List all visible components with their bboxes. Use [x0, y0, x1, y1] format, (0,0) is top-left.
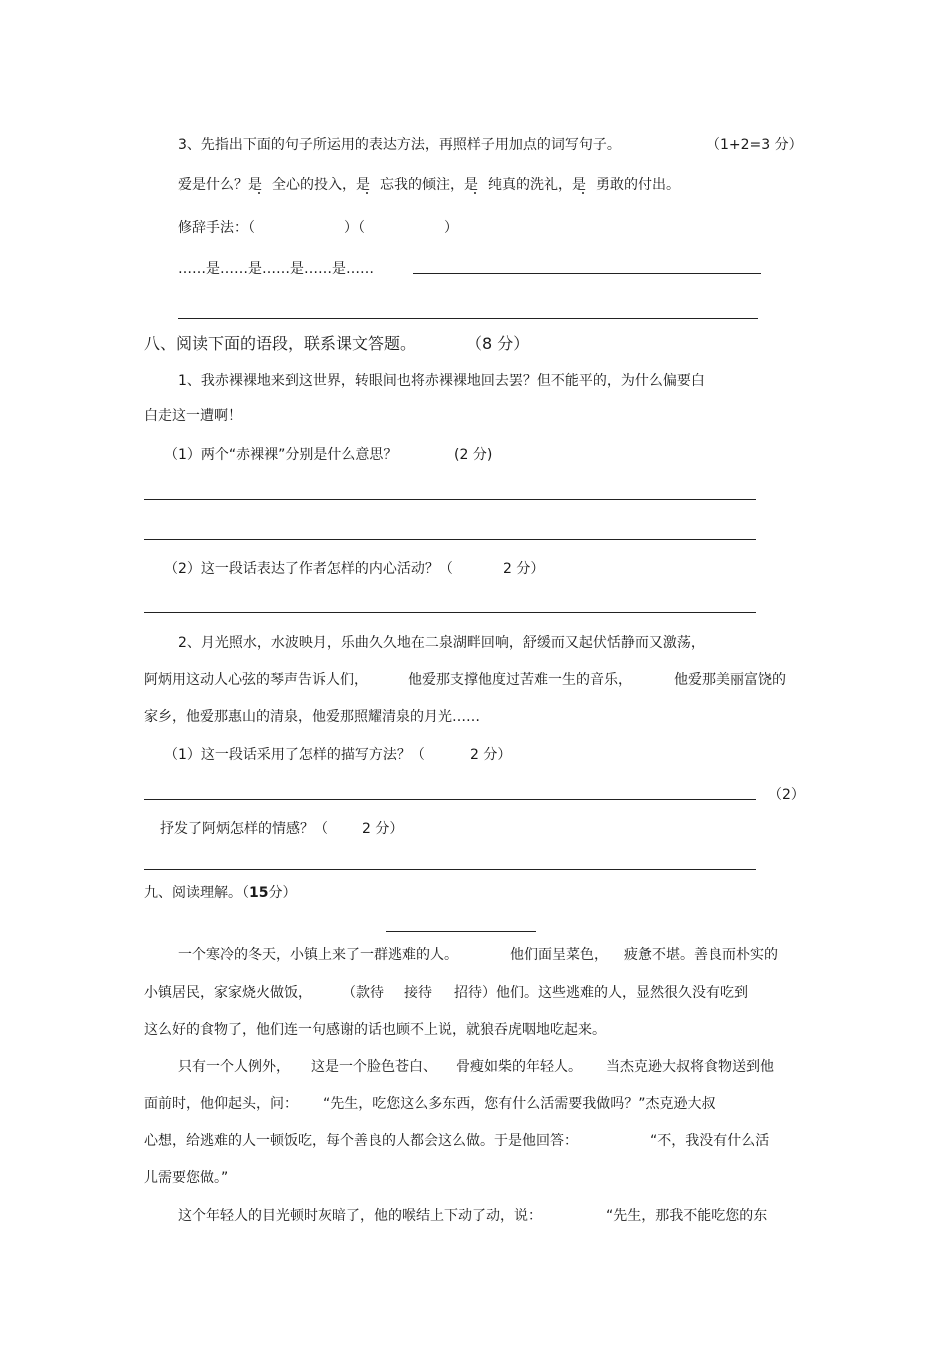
example-part-5: 勇敢的付出。	[596, 177, 680, 193]
q3-title: 3、先指出下面的句子所运用的表达方法，再照样子用加点的词写句子。	[178, 137, 621, 153]
story-line-8a: 这个年轻人的目光顿时灰暗了，他的喉结上下动了动，说：	[178, 1208, 542, 1224]
question-8-2-1: （1）这一段话采用了怎样的描写方法？（	[164, 747, 425, 763]
question-8-1-2: （2）这一段话表达了作者怎样的内心活动？（	[164, 561, 453, 577]
example-part-4: 纯真的洗礼，是	[488, 177, 586, 193]
story-line-6b: “不，我没有什么活	[650, 1133, 770, 1149]
section-9-heading-end: 分）	[268, 885, 297, 901]
section-9-score: 15	[249, 885, 269, 901]
story-line-5b: “先生，吃您这么多东西，您有什么活需要我做吗？”杰克逊大叔	[323, 1096, 716, 1112]
story-line-1c: 疲惫不堪。善良而朴实的	[624, 947, 778, 963]
word-choice-2[interactable]: 接待	[404, 985, 432, 1001]
example-part-2: 全心的投入，是	[272, 177, 370, 193]
story-line-2d: 招待）他们。这些逃难的人，显然很久没有吃到	[454, 985, 748, 1001]
story-line-4d: 当杰克逊大叔将食物送到他	[606, 1059, 774, 1075]
passage-2-line-2b: 他爱那支撑他度过苦难一生的音乐，	[408, 672, 632, 688]
q3-score: （1+2=3 分）	[706, 137, 803, 153]
section-9-heading	[144, 884, 296, 902]
question-8-2-2: 抒发了阿炳怎样的情感？（	[160, 821, 328, 837]
passage-1-line-2: 白走这一遭啊！	[144, 408, 242, 424]
passage-2-line-3: 家乡，他爱那惠山的清泉，他爱那照耀清泉的月光……	[144, 709, 480, 725]
answer-line[interactable]	[413, 273, 761, 274]
section-8-score: （8 分）	[466, 334, 530, 353]
story-line-2a: 小镇居民，家家烧火做饭，	[144, 985, 312, 1001]
rhetoric-end: ）	[444, 220, 458, 236]
answer-line[interactable]	[144, 612, 756, 613]
question-8-2-2-score: 2 分）	[362, 821, 404, 837]
rhetoric-mid: ）（	[344, 220, 365, 236]
word-choice-1[interactable]: （款待	[342, 985, 384, 1001]
title-blank-line[interactable]	[386, 931, 536, 932]
story-line-4a: 只有一个人例外，	[178, 1059, 290, 1075]
passage-2-line-2c: 他爱那美丽富饶的	[674, 672, 786, 688]
answer-line[interactable]	[144, 869, 756, 870]
story-line-5a: 面前时，他仰起头，问：	[144, 1096, 298, 1112]
story-line-4c: 骨瘦如柴的年轻人。	[456, 1059, 582, 1075]
answer-line[interactable]	[144, 499, 756, 500]
section-9-heading-text: 九、阅读理解。（	[144, 885, 249, 901]
passage-2-line-2a: 阿炳用这动人心弦的琴声告诉人们，	[144, 672, 368, 688]
section-8-heading: 八、阅读下面的语段，联系课文答题。	[144, 334, 417, 353]
answer-line[interactable]	[144, 539, 756, 540]
passage-1-line-1: 1、我赤裸裸地来到这世界，转眼间也将赤裸裸地回去罢？但不能平的，为什么偏要白	[178, 373, 705, 389]
question-8-1-2-score: 2 分）	[503, 561, 545, 577]
story-line-1a: 一个寒冷的冬天，小镇上来了一群逃难的人。	[178, 947, 458, 963]
answer-line[interactable]	[178, 318, 758, 319]
question-8-1-1: （1）两个“赤裸裸”分别是什么意思？	[164, 447, 398, 463]
story-line-6a: 心想，给逃难的人一顿饭吃，每个善良的人都会这么做。于是他回答：	[144, 1133, 578, 1149]
question-8-1-1-score: (2 分)	[454, 447, 493, 463]
story-line-1b: 他们面呈菜色，	[510, 947, 608, 963]
example-part-3: 忘我的倾注，是	[380, 177, 478, 193]
question-8-2-1-score: 2 分）	[470, 747, 512, 763]
q3-example-sentence	[178, 176, 680, 194]
rhetoric-label: 修辞手法：（	[178, 220, 255, 236]
pattern-prompt: ……是……是……是……是……	[178, 261, 374, 277]
question-8-2-2-number: （2）	[768, 787, 805, 803]
story-line-8b: “先生，那我不能吃您的东	[606, 1208, 768, 1224]
story-line-3: 这么好的食物了，他们连一句感谢的话也顾不上说，就狼吞虎咽地吃起来。	[144, 1022, 606, 1038]
example-part-1: 爱是什么？是	[178, 177, 262, 193]
story-line-4b: 这是一个脸色苍白、	[311, 1059, 437, 1075]
story-line-7: 儿需要您做。”	[144, 1170, 229, 1186]
answer-line[interactable]	[144, 799, 756, 800]
passage-2-line-1: 2、月光照水，水波映月，乐曲久久地在二泉湖畔回响，舒缓而又起伏恬静而又激荡，	[178, 635, 705, 651]
